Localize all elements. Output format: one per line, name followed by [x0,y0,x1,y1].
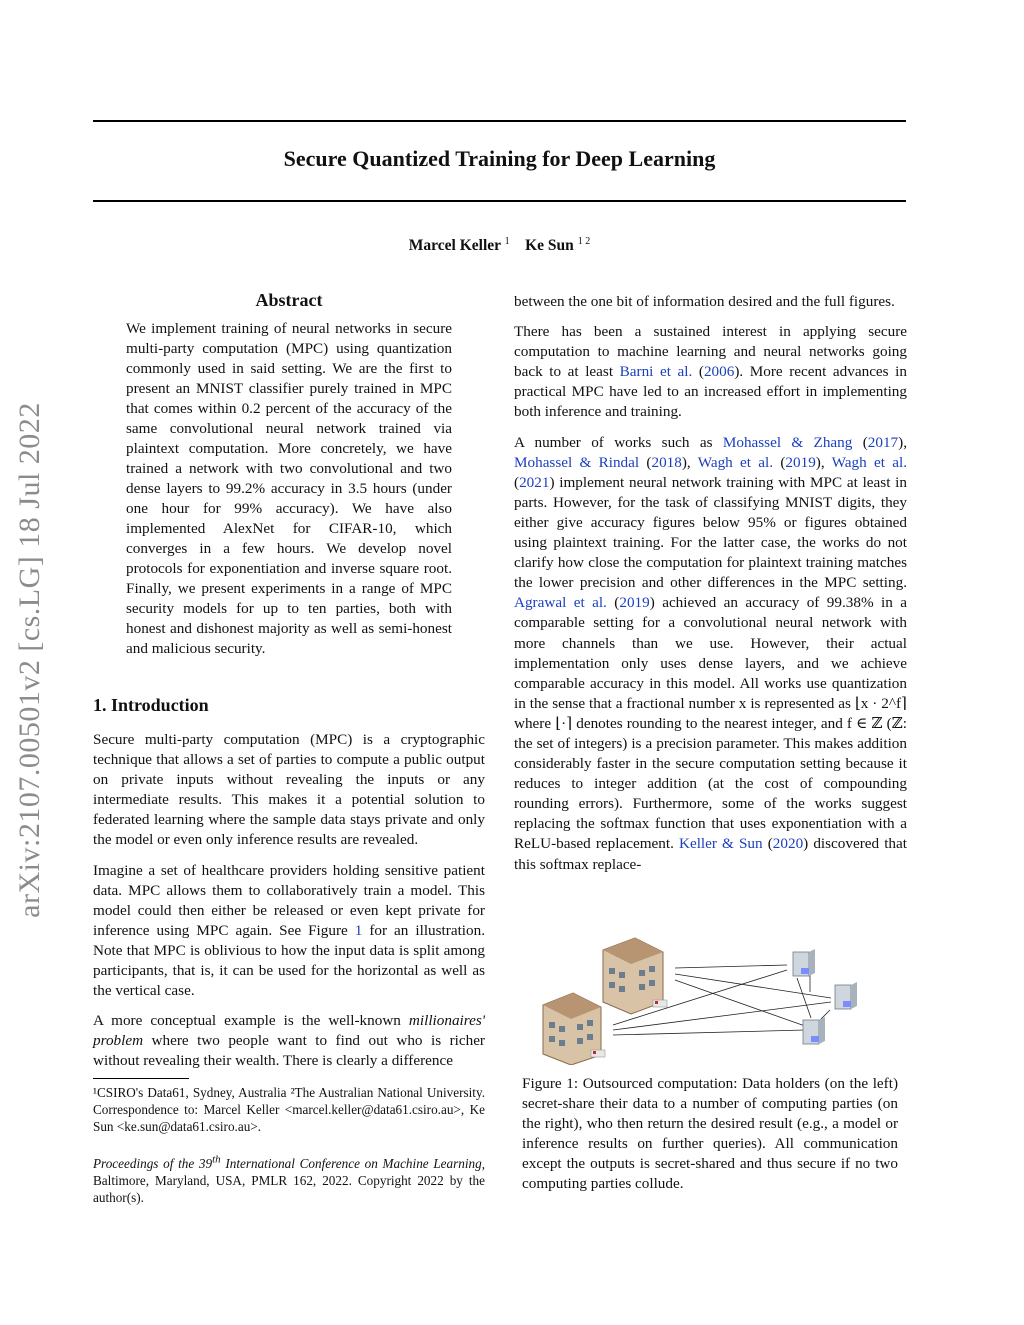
author-list [93,236,906,255]
text-run: ). More recent advances in practical MPC have led to an increased effort in implementing both inference and training. [514,363,907,421]
intro-column [93,730,485,1072]
footnote-rule [93,1078,189,1079]
proceedings-em [93,1156,482,1171]
figure-1-caption: Figure 1: Outsourced computation: Data holders (on the left) secret-share their data to a number of computing parties (on the right), who then return the desired result (e.g., a model or inference results on further queries). All communication except the outputs is secret-shared and thus secure if no two computing parties collude. [522,1075,898,1193]
citation-link[interactable]: Agrawal et al. [514,594,607,612]
citation-year-link[interactable]: 2017 [867,433,899,451]
citation-year-link[interactable]: 2019 [785,453,816,471]
arxiv-stamp [0,0,46,1325]
server-icon [835,982,857,1009]
citation-year-link[interactable]: 2018 [651,453,682,471]
paper-title: Secure Quantized Training for Deep Learning [283,146,716,171]
author-affil: 1 2 [577,236,591,247]
citation-link[interactable]: Mohassel & Rindal [514,453,640,471]
superscript: th [212,1154,221,1166]
text-run: A number of works such as [514,433,723,451]
arxiv-id: arXiv:2107.00501v2 [cs.LG] 18 Jul 2022 [13,402,46,918]
figure-1-illustration [535,930,895,1065]
author-name: Marcel Keller [408,237,501,255]
hospital-building-icon [543,993,605,1065]
citation-year-link[interactable]: 2020 [772,835,804,853]
text-run: for an illustration. Note that MPC is oblivious to how the input data is split among participants, that is, it can be used for the horizontal as well as the vertical case. [93,921,485,1000]
footnote-proceedings [93,1152,485,1206]
emphasis-text: millionaires' problem [93,1012,485,1050]
abstract-text: We implement training of neural networks in secure multi-party computation (MPC) using quantization commonly used in said setting. We are the first to present an MNIST classifier purely trained in MPC that comes within 0.2 percent of the accuracy of the same convolutional neural network trained via plaintext computation. More concretely, we have trained a network with two convolutional and two dense layers to 99.2% accuracy in 3.5 hours (under one hour for 99% accuracy). We have also implemented AlexNet for CIFAR-10, which converges in a few hours. We develop novel protocols for exponentiation and inverse square root. Finally, we present experiments in a range of MPC security models for up to ten parties, both with honest and dishonest majority as well as semi-honest and malicious security. [126,320,452,657]
author-name: Ke Sun [525,237,574,255]
body-paragraph: A number of works such as Mohassel & Zhang (2017), Mohassel & Rindal (2018), Wagh et al. (2019), Wagh et al. (2021) implement neural network training with MPC at least in parts. However, for the task of classifying MNIST digits, they either give accuracy figures below 95% or figures obtained using plaintext training. For the latter case, the works do not clarify how close the computation for plaintext training matches the lower precision and other differences in the MPC setting. Agrawal et al. (2019) achieved an accuracy of 99.38% in a comparable setting for a convolutional neural network with more channels than we use. However, their actual implementation only uses dense layers, and we achieve comparable accuracy in this model. All works use quantization in the sense that a fractional number x is represented as ⌊x · 2^f⌉ where ⌊·⌉ denotes rounding to the nearest integer, and f ∈ ℤ (ℤ: the set of integers) is a precision parameter. This makes addition considerably faster in the secure computation setting because it reduces to integer addition (at the cost of compounding rounding errors). Furthermore, some of the works suggest replacing the softmax function that uses exponentiation with a ReLU-based replacement. Keller & Sun (2020) discovered that this softmax replace- [514,433,908,873]
title-bottom-rule [93,200,906,202]
server-icon [793,949,815,976]
text-run: ) implement neural network training with MPC at least in parts. However, for the task of classifying MNIST digits, they either give accuracy figures below 95% or figures obtained using plaintext training. For the latter case, the works do not clarify how close the computation for plaintext training matches the lower precision and other differences in the MPC setting. [514,473,907,592]
right-column [514,292,907,875]
server-icon [803,1017,825,1044]
intro-paragraph [93,861,485,1002]
text-run: , Baltimore, Maryland, USA, PMLR 162, 2022. Copyright 2022 by the author(s). [93,1156,485,1206]
author-affil: 1 [504,236,510,247]
intro-paragraph [93,1011,485,1071]
citation-year-link[interactable]: 2021 [519,473,550,491]
text-run: where two people want to find out who is richer without revealing their wealth. There is clearly a difference [93,1032,485,1070]
text-run: There has been a sustained interest in applying secure computation to machine learning and neural networks going back to at least [514,323,907,381]
citation-link[interactable]: Keller & Sun [678,835,763,853]
figure-ref-link[interactable]: 1 [354,921,363,939]
citation-year-link[interactable]: 2019 [619,594,650,612]
hospital-building-icon [603,938,667,1014]
abstract-heading: Abstract [255,290,323,310]
citation-link[interactable]: Wagh et al. [697,453,774,471]
citation-year-link[interactable]: 2006 [703,363,735,381]
title-top-rule [93,120,906,122]
text-run: International Conference on Machine Learning [220,1156,482,1172]
citation-link[interactable]: Barni et al. [619,363,693,381]
text-run: ( [692,363,704,381]
intro-paragraph: Secure multi-party computation (MPC) is a cryptographic technique that allows a set of parties to compute a public output on private inputs without revealing the inputs or any intermediate results. This makes it a potential solution to federated learning where the sample data stays private and only the model or even only inference results are revealed. [93,731,485,849]
citation-link[interactable]: Mohassel & Zhang [722,433,853,451]
body-paragraph [514,322,907,422]
text-run: ) discovered that this softmax replace- [514,835,907,873]
footnote-affiliations: ¹CSIRO's Data61, Sydney, Australia ²The Australian National University. Correspondence to: Marcel Keller <marcel.keller@data61.csiro.au>, Ke Sun <ke.sun@data61.csiro.au>. [93,1085,485,1134]
body-paragraph: between the one bit of information desired and the full figures. [514,293,895,310]
text-run: ) achieved an accuracy of 99.38% in a comparable setting for a convolutional neural network with more channels than we use. However, their actual implementation only uses dense layers, and we achieve comparable accuracy in this model. All works use quantization in the sense that a fractional number x is represented as ⌊x · 2^f⌉ where ⌊·⌉ denotes rounding to the nearest integer, and f ∈ ℤ (ℤ: the set of integers) is a precision parameter. This makes addition considerably faster in the secure computation setting because it reduces to integer addition (at the cost of compounding rounding errors). Furthermore, some of the works suggest replacing the softmax function that uses exponentiation with a ReLU-based replacement. [514,594,907,853]
text-run: Proceedings of the 39 [93,1156,213,1172]
text-run: A more conceptual example is the well-known [93,1012,409,1030]
text-run: Imagine a set of healthcare providers holding sensitive patient data. MPC allows them to collaboratively train a model. This model could then either be released or even kept private for inference using MPC again. See Figure [93,861,485,939]
section-heading-introduction: 1. Introduction [93,695,209,715]
citation-link[interactable]: Wagh et al. [831,453,908,471]
